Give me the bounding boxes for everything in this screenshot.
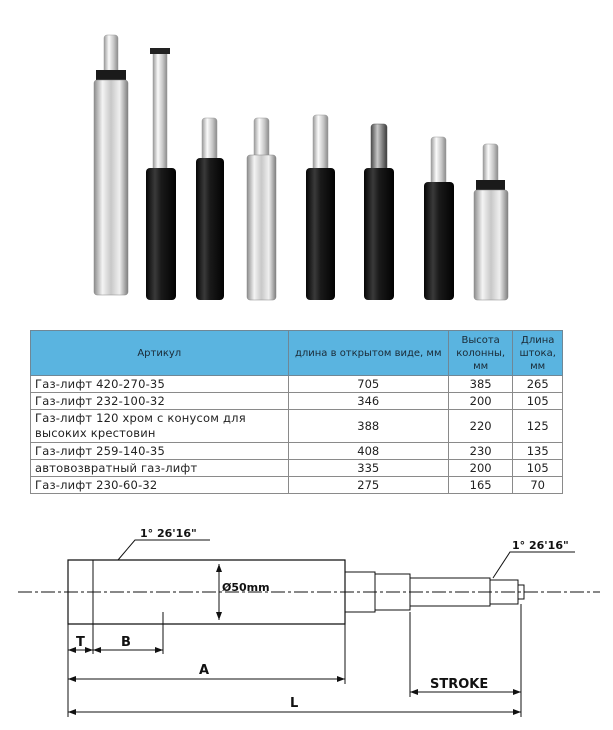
cell-article: Газ-лифт 259-140-35 xyxy=(31,443,289,460)
angle-leader-left xyxy=(118,540,210,560)
angle-label-left: 1° 26'16" xyxy=(140,527,197,540)
diameter-label: Ø50mm xyxy=(222,581,270,594)
cell-article: Газ-лифт 230-60-32 xyxy=(31,477,289,494)
cell-open-length: 705 xyxy=(288,376,448,393)
column-header-open-length: длина в открытом виде, мм xyxy=(288,331,448,376)
table-row xyxy=(31,393,563,410)
cell-column-height: 200 xyxy=(448,460,512,477)
gas-lift-product-photo xyxy=(0,0,613,320)
dim-label-l: L xyxy=(290,696,299,711)
cell-open-length: 275 xyxy=(288,477,448,494)
cell-column-height: 230 xyxy=(448,443,512,460)
gas-lift-1 xyxy=(94,35,128,295)
cell-rod-length: 135 xyxy=(513,443,563,460)
cell-article: Газ-лифт 420-270-35 xyxy=(31,376,289,393)
angle-label-right: 1° 26'16" xyxy=(512,539,569,552)
cell-rod-length: 105 xyxy=(513,393,563,410)
cell-column-height: 200 xyxy=(448,393,512,410)
column-header-article: Артикул xyxy=(31,331,289,376)
dim-label-t: T xyxy=(76,635,85,650)
table-header-row xyxy=(31,331,563,376)
cell-article: автовозвратный газ-лифт xyxy=(31,460,289,477)
column-header-column-height: Высота колонны, мм xyxy=(448,331,512,376)
cell-column-height: 385 xyxy=(448,376,512,393)
cell-open-length: 335 xyxy=(288,460,448,477)
angle-leader-right xyxy=(493,552,575,578)
cell-open-length: 408 xyxy=(288,443,448,460)
dim-label-b: B xyxy=(121,635,131,650)
cell-open-length: 346 xyxy=(288,393,448,410)
gas-lift-dimension-diagram xyxy=(0,512,613,730)
cell-rod-length: 125 xyxy=(513,410,563,443)
cell-article: Газ-лифт 232-100-32 xyxy=(31,393,289,410)
cell-open-length: 388 xyxy=(288,410,448,443)
dim-label-a: A xyxy=(199,663,210,678)
column-header-rod-length: Длина штока, мм xyxy=(513,331,563,376)
table-row xyxy=(31,443,563,460)
dim-label-stroke: STROKE xyxy=(430,677,489,692)
table-row xyxy=(31,477,563,494)
cell-rod-length: 70 xyxy=(513,477,563,494)
cell-article: Газ-лифт 120 хром с конусом для высоких крестовин xyxy=(31,410,289,443)
table-row xyxy=(31,460,563,477)
cell-rod-length: 265 xyxy=(513,376,563,393)
table-row xyxy=(31,376,563,393)
gas-lift-specs-table xyxy=(30,330,563,494)
cell-column-height: 220 xyxy=(448,410,512,443)
table-row xyxy=(31,410,563,443)
cell-rod-length: 105 xyxy=(513,460,563,477)
cell-column-height: 165 xyxy=(448,477,512,494)
